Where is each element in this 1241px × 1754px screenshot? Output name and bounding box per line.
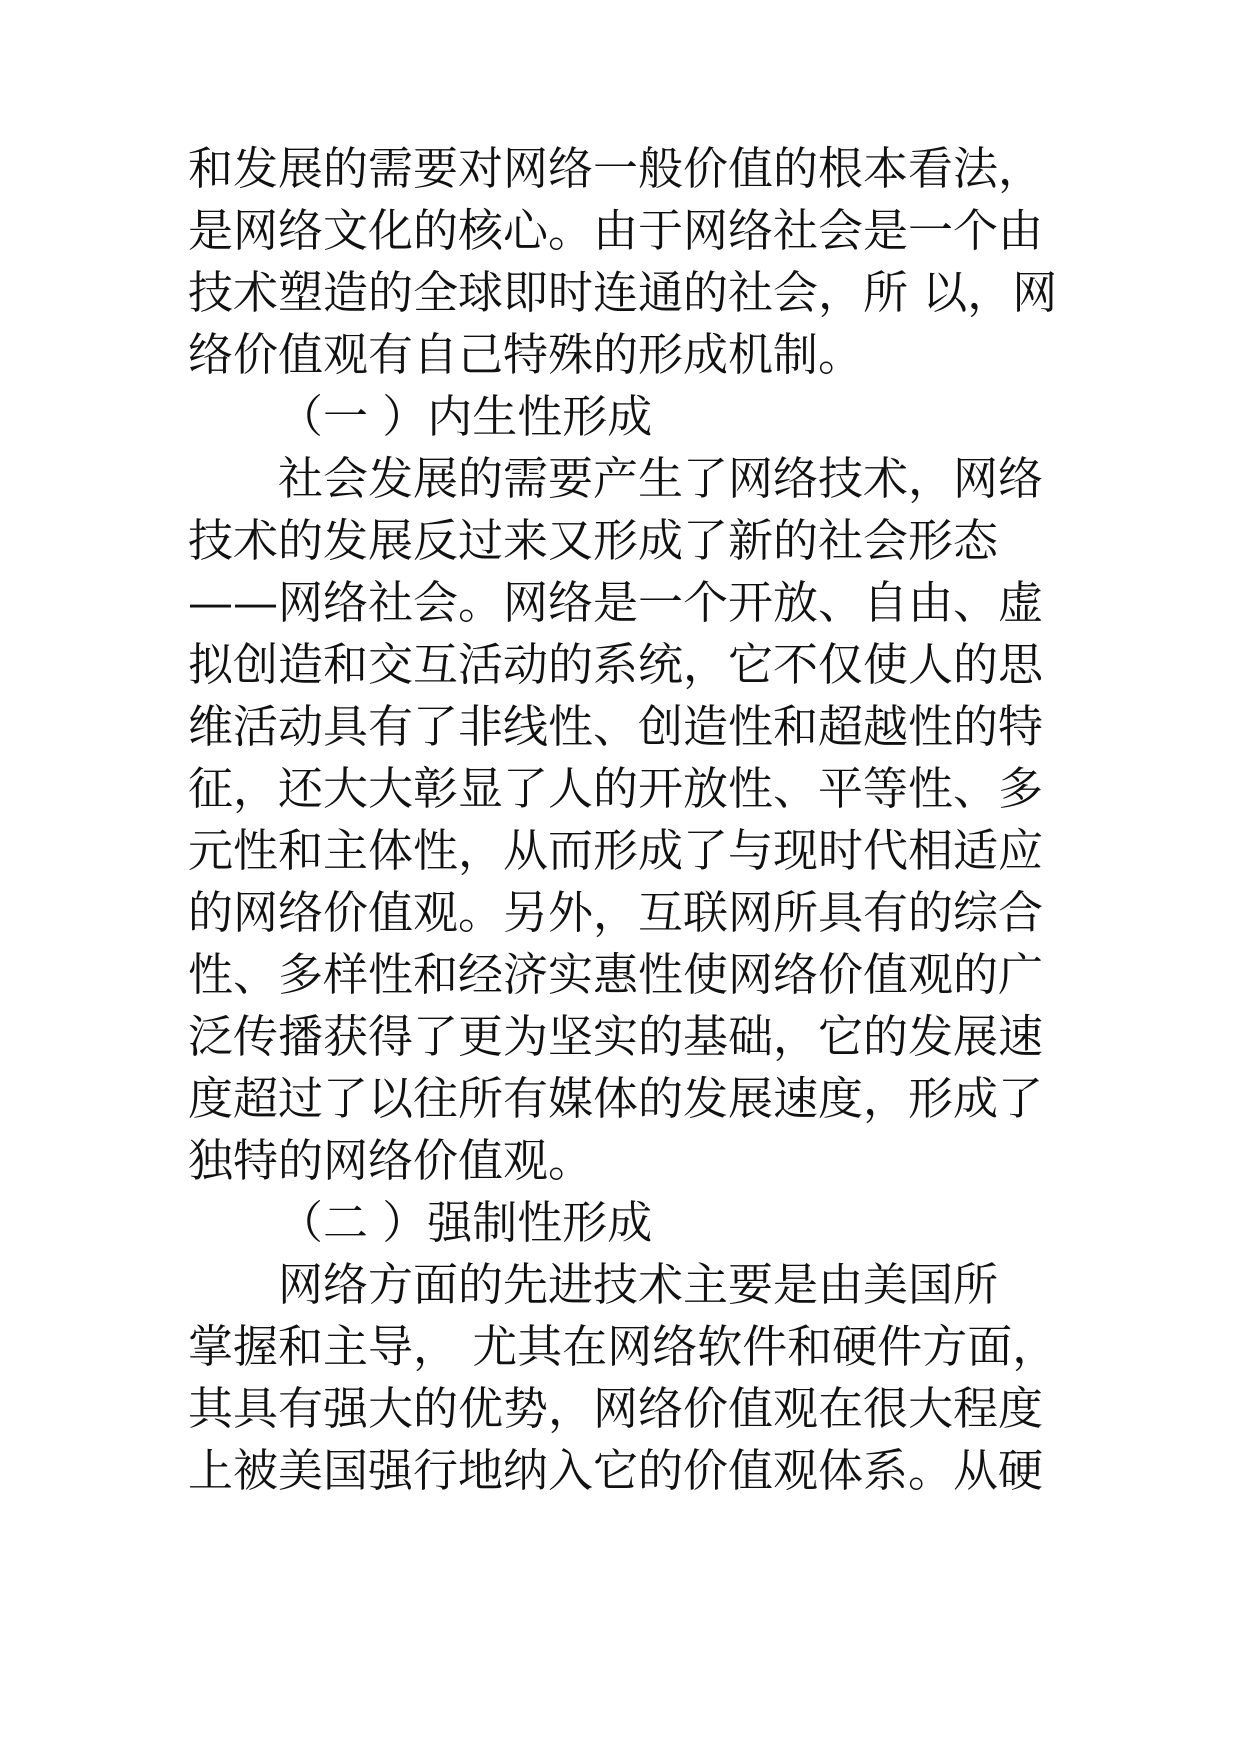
text-line: 技术塑造的全球即时连通的社会，所 以，网 bbox=[188, 266, 1058, 319]
paragraph-first-line: 网络方面的先进技术主要是由美国所 bbox=[278, 1258, 999, 1311]
text-line: 元性和主体性，从而形成了与现时代相适应 bbox=[188, 824, 1044, 877]
text-line: 络价值观有自己特殊的形成机制。 bbox=[188, 328, 864, 381]
text-line: 技术的发展反过来又形成了新的社会形态 bbox=[188, 514, 999, 567]
text-line: 拟创造和交互活动的系统，它不仅使人的思 bbox=[188, 638, 1044, 691]
text-line: ——网络社会。网络是一个开放、自由、虚 bbox=[188, 576, 1044, 629]
text-line: 上被美国强行地纳入它的价值观体系。从硬 bbox=[188, 1444, 1044, 1497]
text-line: 征，还大大彰显了人的开放性、平等性、多 bbox=[188, 762, 1044, 815]
text-line: 独特的网络价值观。 bbox=[188, 1134, 594, 1187]
section-heading: （二 ）强制性形成 bbox=[278, 1196, 653, 1249]
text-line: 度超过了以往所有媒体的发展速度，形成了 bbox=[188, 1072, 1044, 1125]
text-line: 维活动具有了非线性、创造性和超越性的特 bbox=[188, 700, 1044, 753]
text-line: 掌握和主导， 尤其在网络软件和硬件方面， bbox=[188, 1320, 1058, 1373]
text-line: 的网络价值观。另外，互联网所具有的综合 bbox=[188, 886, 1044, 939]
text-line: 和发展的需要对网络一般价值的根本看法， bbox=[188, 142, 1044, 195]
paragraph-first-line: 社会发展的需要产生了网络技术，网络 bbox=[278, 452, 1044, 505]
text-line: 泛传播获得了更为坚实的基础，它的发展速 bbox=[188, 1010, 1044, 1063]
text-line: 是网络文化的核心。由于网络社会是一个由 bbox=[188, 204, 1044, 257]
text-line: 性、多样性和经济实惠性使网络价值观的广 bbox=[188, 948, 1044, 1001]
text-line: 其具有强大的优势，网络价值观在很大程度 bbox=[188, 1382, 1044, 1435]
section-heading: （一 ）内生性形成 bbox=[278, 390, 653, 443]
